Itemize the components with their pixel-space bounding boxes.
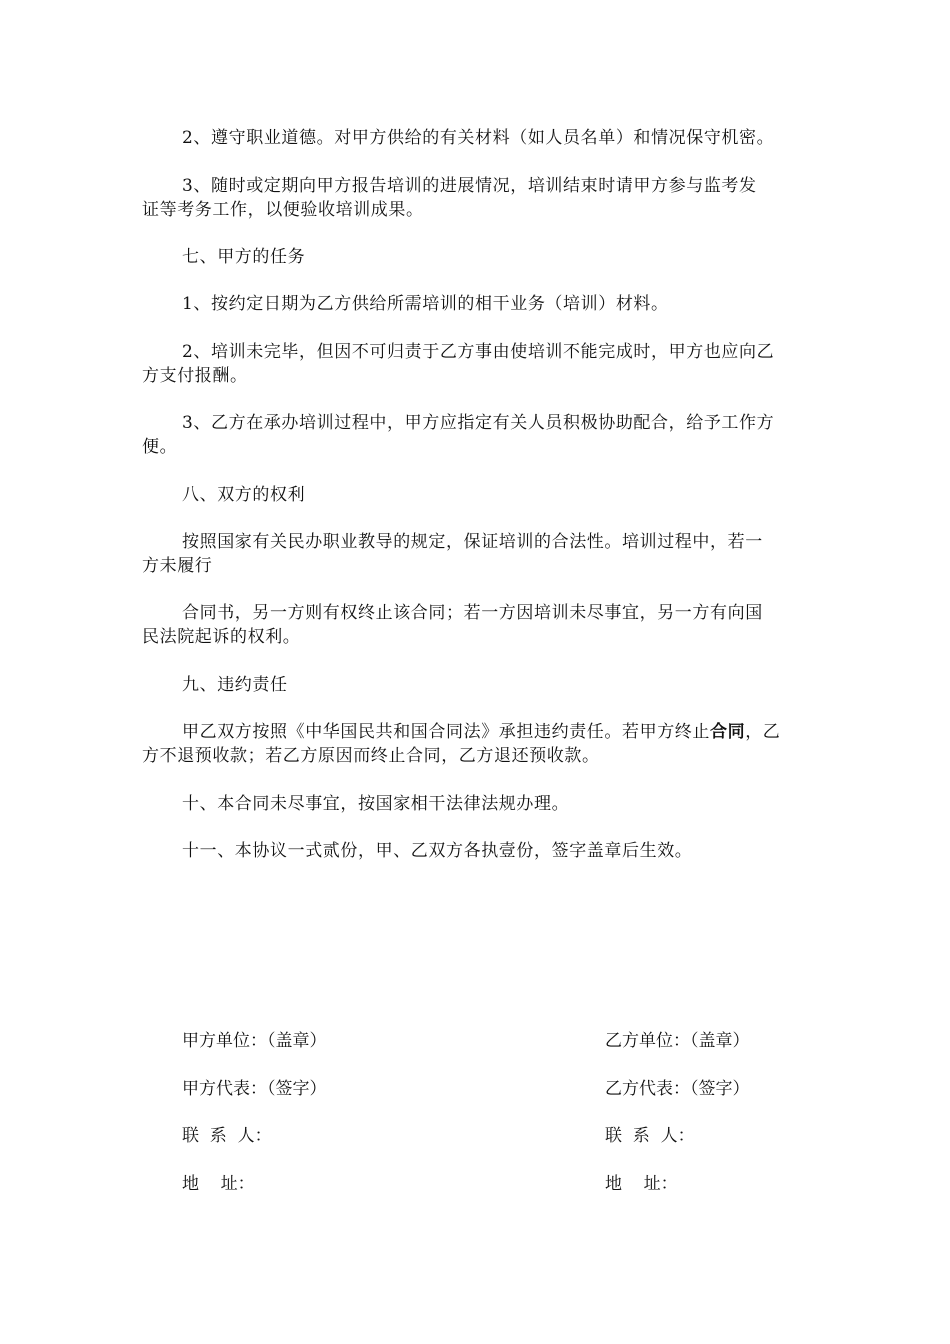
section-heading-8: 八、双方的权利 [182,485,306,505]
paragraph-contract-line-1: 合同书，另一方则有权终止该合同；若一方因培训未尽事宜，另一方有向国 [182,603,763,623]
paragraph-breach-line-1 [182,720,780,744]
party-b-address: 地 址： [605,1174,678,1194]
party-a-contact: 联 系 人： [182,1126,272,1146]
section-heading-10: 十、本合同未尽事宜，按国家相干法律法规办理。 [182,794,570,814]
party-b-representative: 乙方代表：（签字） [605,1079,750,1099]
paragraph-rights-line-1: 按照国家有关民办职业教导的规定，保证培训的合法性。培训过程中，若一 [182,532,763,552]
paragraph-payment-line-1: 2、培训未完毕，但因不可归责于乙方事由使培训不能完成时，甲方也应向乙 [182,342,775,362]
paragraph-breach-line-2: 方不退预收款；若乙方原因而终止合同，乙方退还预收款。 [142,746,600,766]
party-a-address: 地 址： [182,1174,255,1194]
paragraph-rights-line-2: 方未履行 [142,556,213,576]
paragraph-contract-line-2: 民法院起诉的权利。 [142,627,301,647]
paragraph-materials: 1、按约定日期为乙方供给所需培训的相干业务（培训）材料。 [182,294,669,314]
paragraph-payment-line-2: 方支付报酬。 [142,366,248,386]
paragraph-assist-line-2: 便。 [142,437,178,457]
party-a-representative: 甲方代表：（签字） [182,1079,327,1099]
section-heading-11: 十一、本协议一式贰份，甲、乙双方各执壹份，签字盖章后生效。 [182,841,693,861]
paragraph-report-line-1: 3、随时或定期向甲方报告培训的进展情况，培训结束时请甲方参与监考发 [182,176,757,196]
section-heading-9: 九、违约责任 [182,675,288,695]
party-b-unit: 乙方单位：（盖章） [605,1031,750,1051]
section-heading-7: 七、甲方的任务 [182,247,306,267]
breach-text-bold: 合同 [710,722,746,742]
paragraph-report-line-2: 证等考务工作，以便验收培训成果。 [142,200,424,220]
paragraph-assist-line-1: 3、乙方在承办培训过程中，甲方应指定有关人员积极协助配合，给予工作方 [182,413,775,433]
paragraph-confidentiality: 2、遵守职业道德。对甲方供给的有关材料（如人员名单）和情况保守机密。 [182,128,775,148]
breach-text-a: 甲乙双方按照《中华国民共和国合同法》承担违约责任。若甲方终止 [182,722,710,742]
breach-text-c: ，乙 [745,722,781,742]
party-b-contact: 联 系 人： [605,1126,695,1146]
party-a-unit: 甲方单位：（盖章） [182,1031,327,1051]
